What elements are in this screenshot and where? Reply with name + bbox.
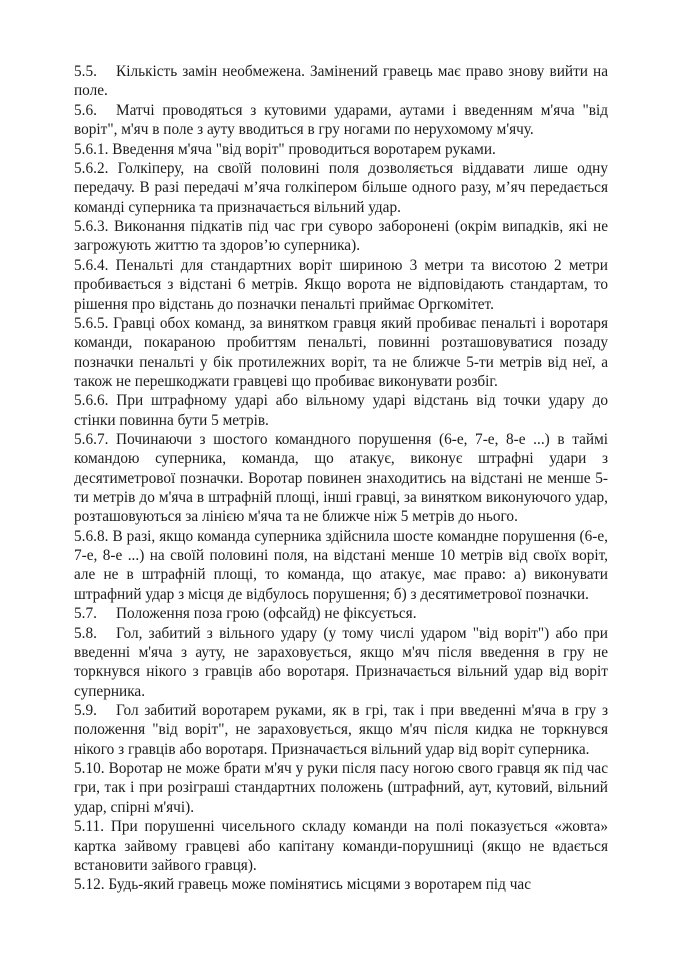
clause-text: При штрафному ударі або вільному ударі відстань від точки удару до стінки повинна бути 5 метрів. [74,392,609,429]
clause-text: Голкіперу, на своїй половині поля дозволяється віддавати лише одну передачу. В разі передачі м’яча голкіпером більше одного разу, м’яч передається команді суперника та призначається вільний удар. [74,160,608,216]
clause-text: При порушенні чисельного складу команди на полі показується «жовта» картка зайвому гравцеві або капітану команди-порушниці (якщо не вдається встановити зайвого гравця). [74,818,608,874]
clause-text: Воротар не може брати м'яч у руки після пасу ногою свого гравця як під час гри, так і при розігpаші стандартних положень (штрафний, аут, кутовий, вільний удар, спірні м'ячі). [74,760,608,816]
clause-text: Будь-який гравець може помінятись місцями з воротарем під час [108,876,532,894]
clause-number: 5.6.2. [74,160,109,178]
clause-number: 5.10. [74,760,105,778]
paragraph-5-6-5 [74,314,608,391]
clause-text: Пенальті для стандартних воріт шириною 3 метри та висотою 2 метри пробивається з відстані 6 метрів. Якщо ворота не відповідають стандартам, то рішення про відстань до позначки пенальті приймає Оргкомітет. [74,256,608,313]
paragraph-5-6-3 [74,217,608,256]
clause-text: Починаючи з шостого командного порушення (6-е, 7-е, 8-е ...) в таймі командою суперника, команда, що атакує, виконує штрафні удари з десятиметрової позначки. Воротар повинен знаходитись на відстані не менше 5-ти метрів до м'яча в штрафній площі, інші гравці, за винятком виконуючого удар, розташовуються за лінією м'яча та не ближче ніж 5 метрів до нього. [74,431,608,526]
paragraph-5-6-6 [74,391,608,430]
paragraph-5-6-4 [74,256,608,314]
clause-number: 5.5. [74,63,97,80]
clause-text: Гол, забитий з вільного удару (у тому числі ударом "від воріт") або при введенні м'яча з ауту, не зараховується, якщо м'яч після введення в гру не торкнувся нікого з гравців або воротаря. Призначається вільний удар від воріт суперника. [74,624,608,700]
clause-text: В разі, якщо команда суперника здійснила шосте командне порушення (6-е, 7-е, 8-е ...) на своїй половині поля, на відстані менше 10 метрів від своїх воріт, але не в штрафній площі, то команда, що атакує, має право: а) виконувати штрафний удар з місця де відбулось порушення; б) з десятиметрової позначки. [74,527,609,603]
clause-number: 5.12. [74,876,105,894]
clause-text: Кількість замін необмежена. Замінений гравець має право знову вийти на поле. [74,63,608,100]
paragraph-5-9 [74,701,608,759]
clause-number: 5.9. [74,702,97,720]
paragraph-5-6-2 [74,159,608,217]
clause-number: 5.7. [74,605,97,623]
clause-number: 5.6.7. [74,431,109,449]
clause-text: Введення м'яча "від воріт" проводиться воротарем руками. [112,140,496,158]
clause-text: Гол забитий воротарем руками, як в грі, так і при введенні м'яча в гру з положення "від воріт", не зараховується, якщо м'яч після кидка не торкнувся нікого з гравців або воротаря. Призначається вільний удар від воріт суперника. [74,702,608,758]
clause-text: Виконання підкатів під час гри суворо заборонені (окрім випадків, які не загрожують життю та здоров’ю суперника). [74,218,608,255]
paragraph-5-10 [74,759,608,817]
paragraph-5-6-7 [74,430,608,526]
clause-number: 5.6.8. [74,527,109,545]
clause-number: 5.6.3. [74,218,109,236]
clause-number: 5.6.1. [74,140,109,158]
clause-number: 5.6.6. [74,392,109,410]
clause-number: 5.6. [74,101,97,119]
clause-number: 5.11. [74,818,105,836]
paragraph-5-6-8 [74,527,608,604]
clause-text: Гравці обох команд, за винятком гравця який пробиває пенальті і воротаря команди, покараною пробиттям пенальті, повинні розташовуватися позаду позначки пенальті у бік протилежних воріт, та не ближче 5-ти метрів від неї, а також не перешкоджати гравцеві що пробиває виконувати розбіг. [74,314,608,390]
paragraph-5-12 [74,875,608,894]
paragraph-5-6-1 [74,140,608,159]
clause-text: Матчі проводяться з кутовими ударами, аутами і введенням м'яча "від воріт", м'яч в поле з ауту вводиться в гру ногами по нерухомому м'ячу. [74,101,608,139]
paragraph-5-5 [74,62,608,101]
paragraph-5-6 [74,101,608,140]
clause-text: Положення поза грою (офсайд) не фіксується. [116,605,417,623]
clause-number: 5.6.4. [74,256,109,274]
clause-number: 5.8. [74,624,97,642]
clause-number: 5.6.5. [74,314,109,332]
paragraph-5-11 [74,817,608,875]
paragraph-5-8 [74,624,608,701]
paragraph-5-7 [74,604,608,623]
